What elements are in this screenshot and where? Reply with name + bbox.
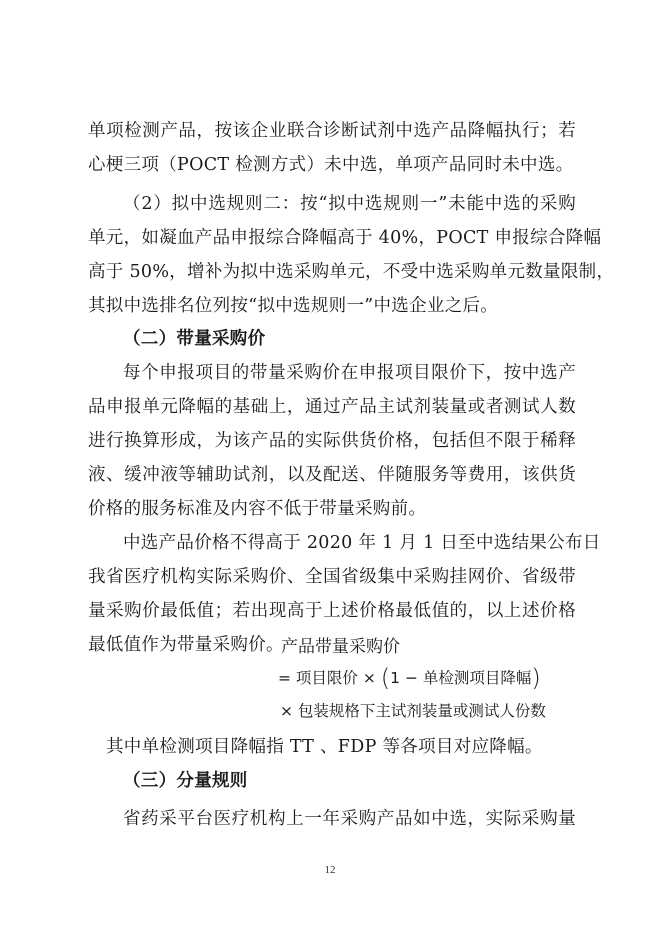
paragraph-line: 高于 50%，增补为拟中选采购单元，不受中选采购单元数量限制， — [88, 262, 615, 282]
paragraph-line: 其拟中选排名位列按“拟中选规则一”中选企业之后。 — [88, 296, 499, 316]
paragraph-line: 液、缓冲液等辅助试剂，以及配送、伴随服务等费用，该供货 — [88, 465, 576, 485]
paragraph-line: 单项检测产品，按该企业联合诊断试剂中选产品降幅执行；若 — [88, 121, 576, 141]
section-heading: （三）分量规则 — [123, 771, 248, 791]
formula-prefix: = 项目限价 × — [278, 669, 376, 687]
section-heading: （二）带量采购价 — [123, 329, 266, 349]
paragraph-line: 进行换算形成，为该产品的实际供货价格，包括但不限于稀释 — [88, 431, 576, 451]
paragraph-line: 单元，如凝血产品申报综合降幅高于 40%，POCT 申报综合降幅 — [88, 228, 602, 248]
paragraph-line: 心梗三项（POCT 检测方式）未中选，单项产品同时未中选。 — [88, 155, 574, 175]
paragraph-line: 最低值作为带量采购价。 — [88, 635, 284, 655]
formula-paren-open: ( — [380, 664, 391, 692]
paragraph-line: 中选产品价格不得高于 2020 年 1 月 1 日至中选结果公布日 — [123, 533, 601, 553]
page-number: 12 — [324, 864, 336, 876]
paragraph-line: 省药采平台医疗机构上一年采购产品如中选，实际采购量 — [123, 809, 576, 829]
formula-line: × 包装规格下主试剂装量或测试人份数 — [280, 702, 546, 720]
formula-inner: 1 − 单检测项目降幅 — [390, 669, 532, 687]
paragraph-line: 价格的服务标准及内容不低于带量采购前。 — [88, 499, 427, 519]
paragraph-line: 每个申报项目的带量采购价在申报项目限价下，按中选产 — [123, 363, 576, 383]
paragraph-line: （2）拟中选规则二：按“拟中选规则一”未能中选的采购 — [123, 194, 576, 214]
paragraph-line: 其中单检测项目降幅指 TT 、FDP 等各项目对应降幅。 — [106, 737, 543, 757]
paragraph-line: 量采购价最低值；若出现高于上述价格最低值的，以上述价格 — [88, 601, 576, 621]
formula-line — [278, 664, 541, 692]
paragraph-line: 品申报单元降幅的基础上，通过产品主试剂装量或者测试人数 — [88, 397, 576, 417]
formula-paren-close: ) — [531, 664, 541, 692]
paragraph-line: 我省医疗机构实际采购价、全国省级集中采购挂网价、省级带 — [88, 567, 576, 587]
formula-title: 产品带量采购价 — [281, 637, 400, 657]
